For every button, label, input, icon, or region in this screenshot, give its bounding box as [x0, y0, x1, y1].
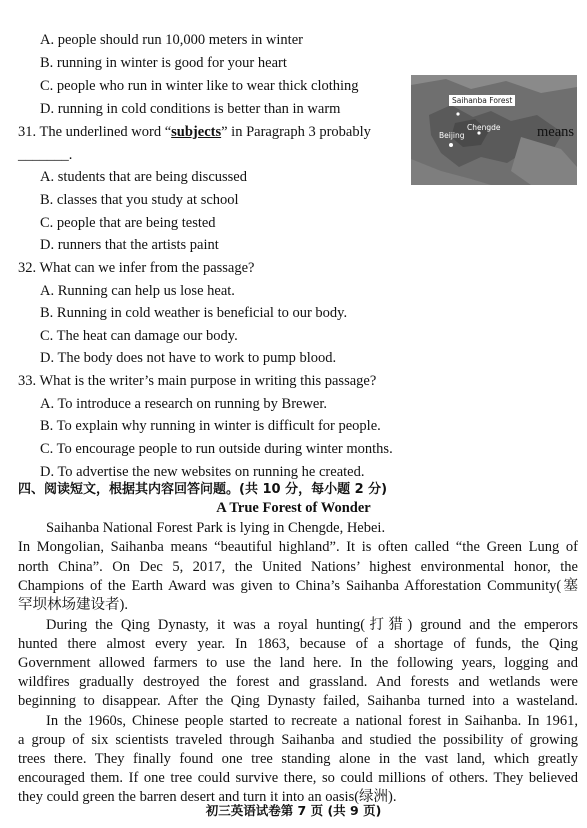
- q32-option-d: D. The body does not have to work to pump blood.: [40, 350, 337, 366]
- passage-line-13: trees there. They finally found one tree standing alone in the vast land, which greatly: [18, 751, 578, 767]
- passage-line-15: they could green the barren desert and turn it into an oasis(绿洲).: [18, 789, 397, 805]
- passage-line-3: north China”. On Dec 5, 2017, the United Nations’ highest environmental honor, the: [18, 559, 578, 575]
- passage-line-1: Saihanba National Forest Park is lying in Chengde, Hebei.: [46, 520, 386, 536]
- q30-option-c: C. people who run in winter like to wear thick clothing: [40, 78, 359, 94]
- q31-option-a: A. students that are being discussed: [40, 169, 247, 185]
- passage-line-8: Government allowed farmers to use the land here. In the following years, logging and: [18, 655, 578, 671]
- q33-option-b: B. To explain why running in winter is difficult for people.: [40, 418, 381, 434]
- passage-line-9: wildfires gradually destroyed the forest and grassland. And forests and wetlands were: [18, 674, 578, 690]
- q32-option-b: B. Running in cold weather is beneficial to our body.: [40, 305, 348, 321]
- q31-stem: 31. The underlined word “subjects” in Paragraph 3 probably: [18, 124, 371, 140]
- q33-option-c: C. To encourage people to run outside during winter months.: [40, 441, 393, 457]
- q30-option-b: B. running in winter is good for your heart: [40, 55, 287, 71]
- q32-option-a: A. Running can help us lose heat.: [40, 283, 235, 299]
- passage-line-14: encouraged them. If one tree could survive there, so could millions of others. They believed: [18, 770, 578, 786]
- q30-option-d: D. running in cold conditions is better than in warm: [40, 101, 341, 117]
- q33-stem: 33. What is the writer’s main purpose in writing this passage?: [18, 373, 377, 389]
- section-heading: 四、阅读短文，根据其内容回答问题。(共 10 分，每小题 2 分): [18, 482, 388, 497]
- passage-line-2: In Mongolian, Saihanba means “beautiful highland”. It is often called “the Green Lung of: [18, 539, 578, 555]
- q31-option-b: B. classes that you study at school: [40, 192, 239, 208]
- q31-means: means: [537, 124, 575, 140]
- passage-line-5: 罕坝林场建设者).: [18, 597, 128, 613]
- q31-option-d: D. runners that the artists paint: [40, 237, 219, 253]
- passage-line-12: a group of six scientists traveled through Saihanba and studied the possibility of growing: [18, 732, 578, 748]
- passage-title: A True Forest of Wonder: [216, 500, 371, 516]
- passage-line-7: hunted there almost every year. In 1863, because of a shortage of funds, the Qing: [18, 636, 578, 652]
- map-label-beijing: Beijing: [439, 131, 465, 140]
- q32-option-c: C. The heat can damage our body.: [40, 328, 238, 344]
- passage-line-4: Champions of the Earth Award was given to China’s Saihanba Afforestation Community(塞: [18, 578, 578, 594]
- page-footer: 初三英语试卷第 7 页 (共 9 页): [205, 803, 382, 818]
- passage-line-10: beginning to disappear. After the Qing Dynasty failed, Saihanba turned into a wasteland.: [18, 693, 578, 709]
- passage-line-6: During the Qing Dynasty, it was a royal hunting(打猎) ground and the emperors: [46, 617, 578, 633]
- underlined-word: subjects: [171, 124, 222, 140]
- q30-option-a: A. people should run 10,000 meters in winter: [40, 32, 303, 48]
- passage-line-11: In the 1960s, Chinese people started to recreate a national forest in Saihanba. In 1961,: [46, 713, 578, 729]
- map-label-saihanba: Saihanba Forest: [449, 95, 515, 106]
- q32-stem: 32. What can we infer from the passage?: [18, 260, 255, 276]
- q31-option-c: C. people that are being tested: [40, 215, 216, 231]
- map-label-chengde: Chengde: [467, 123, 501, 132]
- q33-option-a: A. To introduce a research on running by Brewer.: [40, 396, 328, 412]
- q33-option-d: D. To advertise the new websites on running he created.: [40, 464, 365, 480]
- q31-blank: _______.: [18, 147, 73, 163]
